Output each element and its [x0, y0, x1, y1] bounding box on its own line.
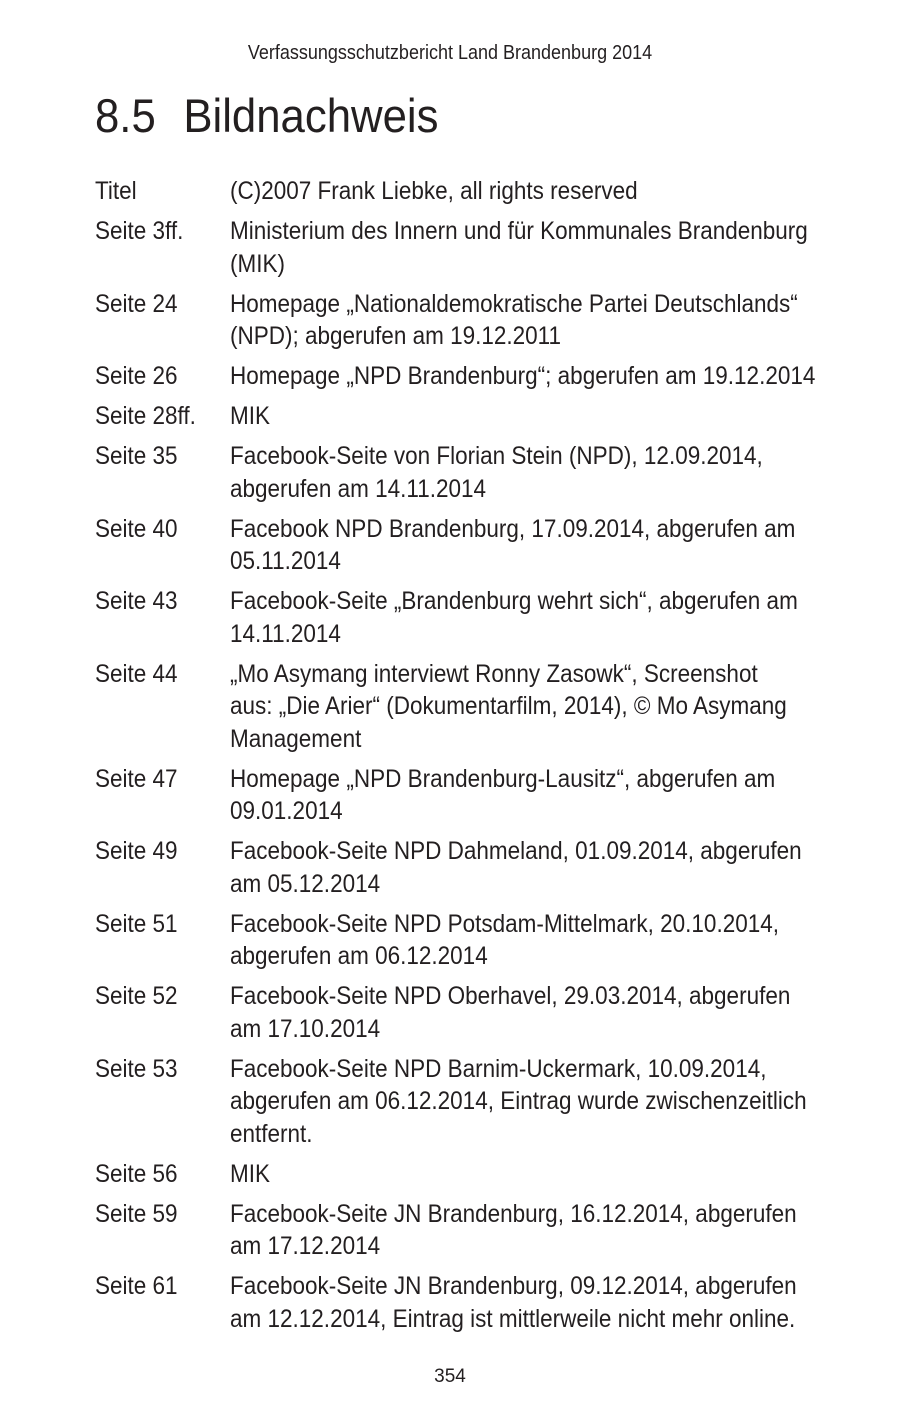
- credit-source-line: Facebook-Seite NPD Oberhavel, 29.03.2014, abgerufen: [230, 982, 791, 1010]
- credit-source: [230, 175, 815, 208]
- credit-source-line: Facebook-Seite von Florian Stein (NPD), 12.09.2014,: [230, 442, 763, 470]
- credit-source-line: abgerufen am 06.12.2014, Eintrag wurde zwischenzeitlich: [230, 1087, 807, 1115]
- credit-page-label: [95, 1198, 230, 1263]
- credit-source: [230, 215, 815, 280]
- credit-source-line: MIK: [230, 402, 271, 430]
- credit-page-text: Seite 53: [95, 1054, 178, 1083]
- credit-page-label: [95, 980, 230, 1045]
- credit-source: [230, 440, 815, 505]
- credit-entry: [95, 1270, 815, 1335]
- credit-source-line: MIK: [230, 1159, 271, 1188]
- credit-page-label: [95, 658, 230, 756]
- credit-page-text: Titel: [95, 177, 137, 205]
- credit-page-text: Seite 49: [95, 837, 178, 865]
- credit-source: [230, 585, 815, 650]
- credit-source: [230, 658, 815, 756]
- credit-page-label: [95, 763, 230, 828]
- credit-page-label: [95, 835, 230, 900]
- credit-entry: [95, 360, 815, 393]
- credit-page-text: Seite 44: [95, 659, 178, 688]
- credit-page-text: Seite 26: [95, 362, 178, 390]
- credit-source-line: aus: „Die Arier“ (Dokumentarfilm, 2014), © Mo Asymang: [230, 692, 787, 720]
- credit-source: [230, 835, 815, 900]
- credit-source: [230, 1158, 815, 1191]
- credit-entry: [95, 1158, 815, 1191]
- credit-page-label: [95, 585, 230, 650]
- credit-entry: [95, 215, 815, 280]
- credit-source-line: (MIK): [230, 249, 285, 278]
- credit-source-line: Ministerium des Innern und für Kommunales Brandenburg: [230, 217, 808, 245]
- credit-source-line: am 12.12.2014, Eintrag ist mittlerweile nicht mehr online.: [230, 1304, 796, 1333]
- credit-entry: [95, 288, 815, 353]
- section-title: [95, 88, 438, 144]
- credit-entry: [95, 763, 815, 828]
- credit-source-line: Management: [230, 724, 362, 753]
- credit-entry: [95, 513, 815, 578]
- credit-entry: [95, 658, 815, 756]
- credit-page-label: [95, 175, 230, 208]
- credit-source-line: entfernt.: [230, 1119, 313, 1148]
- credit-page-text: Seite 59: [95, 1199, 178, 1228]
- credit-entry: [95, 440, 815, 505]
- credit-source: [230, 360, 815, 393]
- credit-source-line: Facebook-Seite JN Brandenburg, 16.12.2014, abgerufen: [230, 1199, 797, 1228]
- credit-page-text: Seite 43: [95, 587, 178, 615]
- credit-source-line: Facebook-Seite NPD Potsdam-Mittelmark, 20.10.2014,: [230, 909, 779, 938]
- credit-source: [230, 763, 815, 828]
- credit-entry: [95, 980, 815, 1045]
- credit-page-text: Seite 47: [95, 764, 178, 793]
- credit-source: [230, 908, 815, 973]
- credit-source: [230, 513, 815, 578]
- credit-page-text: Seite 51: [95, 909, 178, 938]
- credit-source-line: 05.11.2014: [230, 547, 341, 575]
- credit-source: [230, 1198, 815, 1263]
- credit-source: [230, 288, 815, 353]
- credit-page-label: [95, 513, 230, 578]
- credit-page-text: Seite 61: [95, 1272, 178, 1300]
- credit-source-line: 09.01.2014: [230, 797, 343, 825]
- credit-source: [230, 980, 815, 1045]
- credit-entry: [95, 1053, 815, 1151]
- section-number: 8.5: [95, 89, 156, 142]
- credit-source-line: (NPD); abgerufen am 19.12.2011: [230, 322, 562, 350]
- credit-page-label: [95, 440, 230, 505]
- credit-page-label: [95, 400, 230, 433]
- page-number: 354: [434, 1366, 466, 1387]
- credit-page-text: Seite 3ff.: [95, 217, 184, 245]
- credit-source: [230, 1053, 815, 1151]
- credit-page-label: [95, 360, 230, 393]
- credit-page-text: Seite 52: [95, 982, 178, 1010]
- credit-page-label: [95, 908, 230, 973]
- credit-source-line: Facebook-Seite „Brandenburg wehrt sich“, abgerufen am: [230, 587, 798, 615]
- credit-entry: [95, 585, 815, 650]
- credit-source-line: Homepage „Nationaldemokratische Partei Deutschlands“: [230, 289, 798, 318]
- credit-entry: [95, 1198, 815, 1263]
- credit-source-line: am 17.10.2014: [230, 1014, 381, 1043]
- credit-source-line: am 17.12.2014: [230, 1232, 381, 1260]
- credit-source: [230, 400, 815, 433]
- credit-source-line: „Mo Asymang interviewt Ronny Zasowk“, Screenshot: [230, 659, 758, 688]
- picture-credits-list: [95, 175, 815, 1343]
- credit-page-text: Seite 28ff.: [95, 402, 196, 430]
- credit-page-label: [95, 1158, 230, 1191]
- credit-source-line: abgerufen am 06.12.2014: [230, 942, 488, 970]
- credit-source-line: abgerufen am 14.11.2014: [230, 474, 487, 503]
- credit-source-line: Facebook NPD Brandenburg, 17.09.2014, abgerufen am: [230, 514, 796, 543]
- section-heading-text: Bildnachweis: [183, 89, 439, 142]
- credit-page-label: [95, 1053, 230, 1151]
- credit-entry: [95, 908, 815, 973]
- credit-source-line: Homepage „NPD Brandenburg-Lausitz“, abgerufen am: [230, 764, 776, 793]
- credit-page-label: [95, 288, 230, 353]
- credit-source-line: 14.11.2014: [230, 619, 341, 648]
- credit-source-line: Facebook-Seite NPD Barnim-Uckermark, 10.09.2014,: [230, 1054, 767, 1083]
- credit-entry: [95, 835, 815, 900]
- credit-source-line: Homepage „NPD Brandenburg“; abgerufen am 19.12.2014: [230, 362, 816, 390]
- credit-page-text: Seite 24: [95, 289, 178, 318]
- credit-page-text: Seite 40: [95, 514, 178, 543]
- running-header: Verfassungsschutzbericht Land Brandenburg 2014: [247, 42, 653, 64]
- credit-page-label: [95, 1270, 230, 1335]
- credit-source-line: Facebook-Seite NPD Dahmeland, 01.09.2014, abgerufen: [230, 837, 802, 865]
- credit-page-text: Seite 35: [95, 442, 178, 470]
- credit-entry: [95, 175, 815, 208]
- credit-page-text: Seite 56: [95, 1159, 178, 1188]
- credit-source-line: Facebook-Seite JN Brandenburg, 09.12.2014, abgerufen: [230, 1272, 797, 1300]
- credit-source-line: (C)2007 Frank Liebke, all rights reserved: [230, 177, 638, 205]
- credit-source: [230, 1270, 815, 1335]
- credit-source-line: am 05.12.2014: [230, 869, 381, 898]
- credit-page-label: [95, 215, 230, 280]
- credit-entry: [95, 400, 815, 433]
